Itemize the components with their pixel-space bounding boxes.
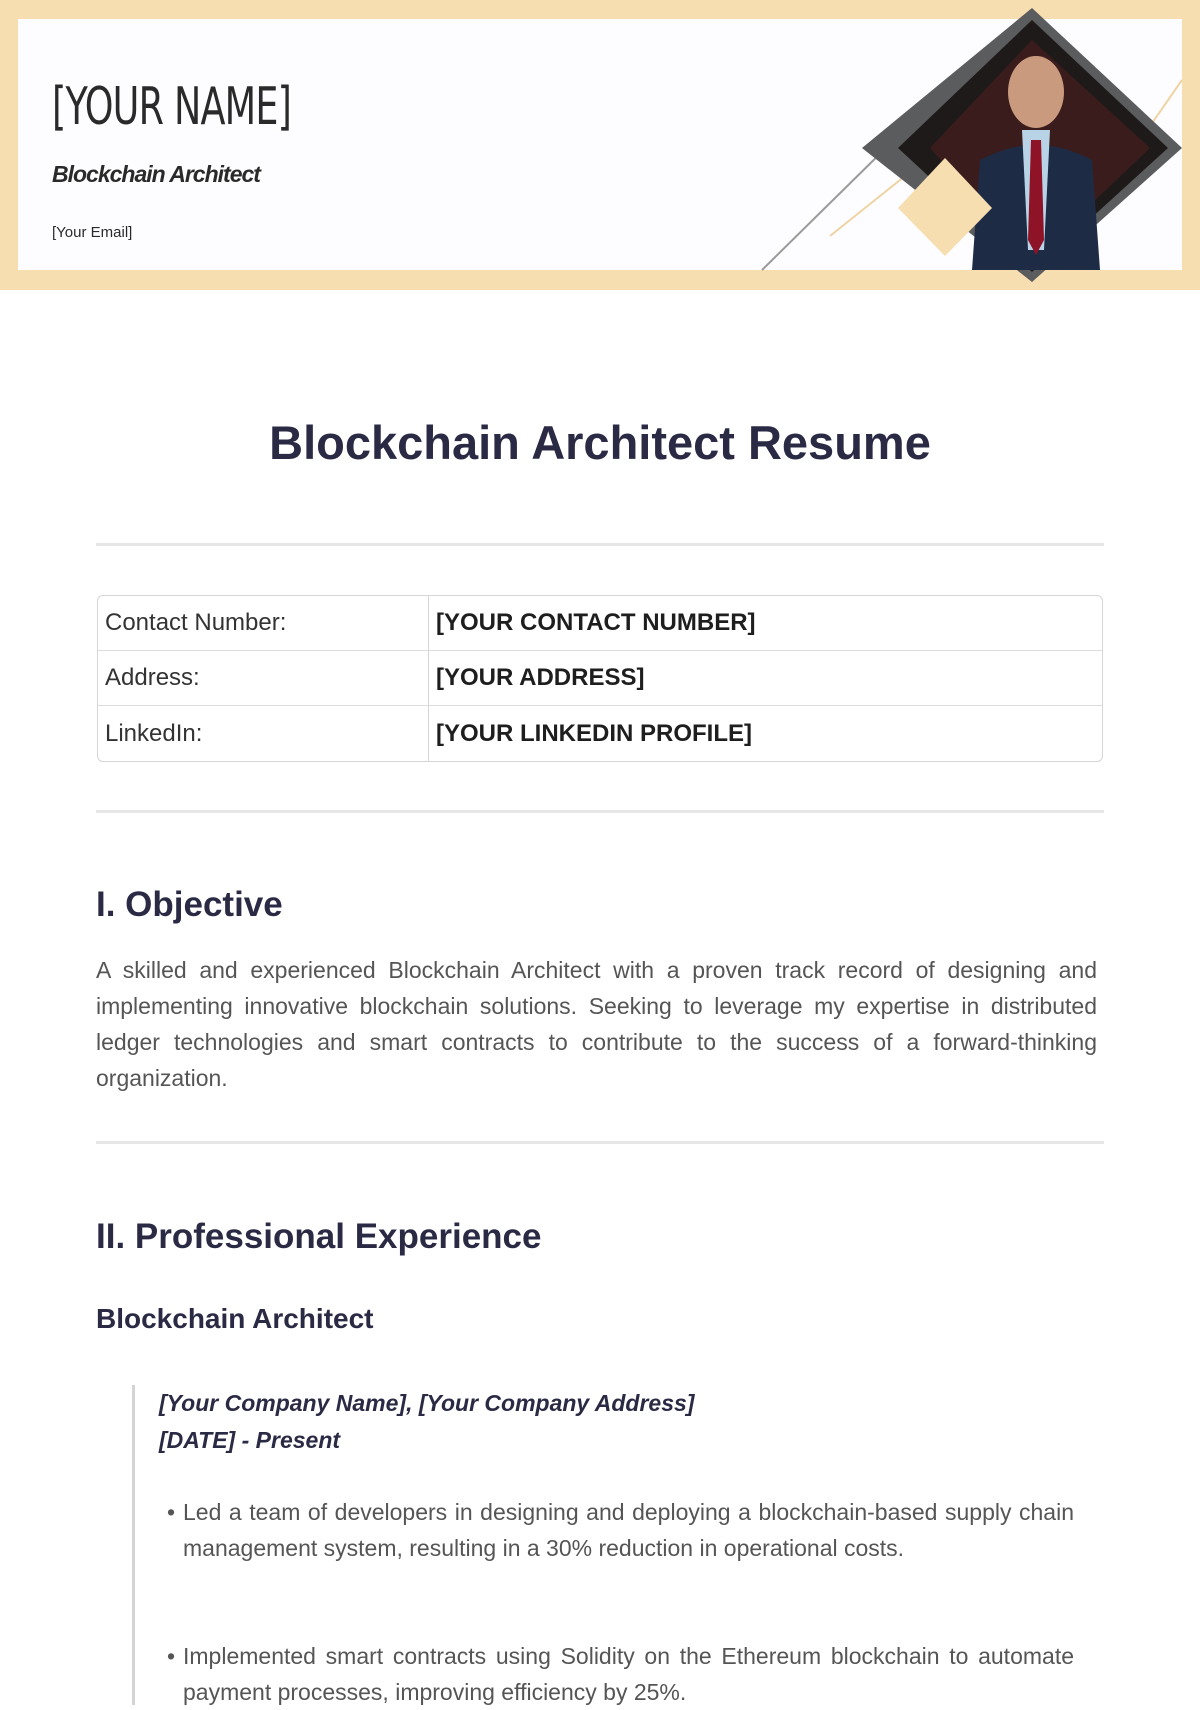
portrait-face — [1008, 56, 1064, 128]
contact-label: Address: — [98, 651, 429, 706]
divider — [96, 1141, 1104, 1144]
page-title: Blockchain Architect Resume — [269, 416, 931, 469]
contact-table — [97, 595, 1103, 762]
objective-heading: I. Objective — [96, 885, 283, 924]
header-banner — [0, 0, 1200, 290]
experience-border — [132, 1385, 135, 1705]
candidate-name: [YOUR NAME] — [52, 77, 292, 137]
candidate-email: [Your Email] — [52, 224, 133, 241]
table-row — [98, 651, 1102, 706]
table-row — [98, 596, 1102, 651]
contact-value: [YOUR ADDRESS] — [429, 651, 1102, 706]
contact-value: [YOUR CONTACT NUMBER] — [429, 596, 1102, 651]
contact-label: LinkedIn: — [98, 706, 429, 761]
table-row — [98, 706, 1102, 761]
objective-text: A skilled and experienced Blockchain Architect with a proven track record of designing and implementing innovative blockchain solutions. Seeking to leverage my expertise in distributed ledger technologies and smart contracts to contribute to the success of a forward-thinking organization. — [96, 957, 1097, 1091]
divider — [96, 543, 1104, 546]
divider — [96, 810, 1104, 813]
list-item: • Led a team of developers in designing and deploying a blockchain-based supply chain management system, resulting in a 30% reduction in operational costs. — [167, 1494, 1074, 1566]
company-name: [Your Company Name], [Your Company Address] — [159, 1390, 695, 1416]
candidate-role: Blockchain Architect — [52, 161, 260, 187]
contact-label: Contact Number: — [98, 596, 429, 651]
profile-photo-graphic — [740, 0, 1200, 290]
experience-heading: II. Professional Experience — [96, 1217, 542, 1256]
job-dates: [DATE] - Present — [159, 1427, 341, 1453]
contact-value: [YOUR LINKEDIN PROFILE] — [436, 719, 752, 747]
list-item: • Implemented smart contracts using Solidity on the Ethereum blockchain to automate payment processes, improving efficiency by 25%. — [167, 1638, 1074, 1710]
job-title: Blockchain Architect — [96, 1303, 374, 1334]
